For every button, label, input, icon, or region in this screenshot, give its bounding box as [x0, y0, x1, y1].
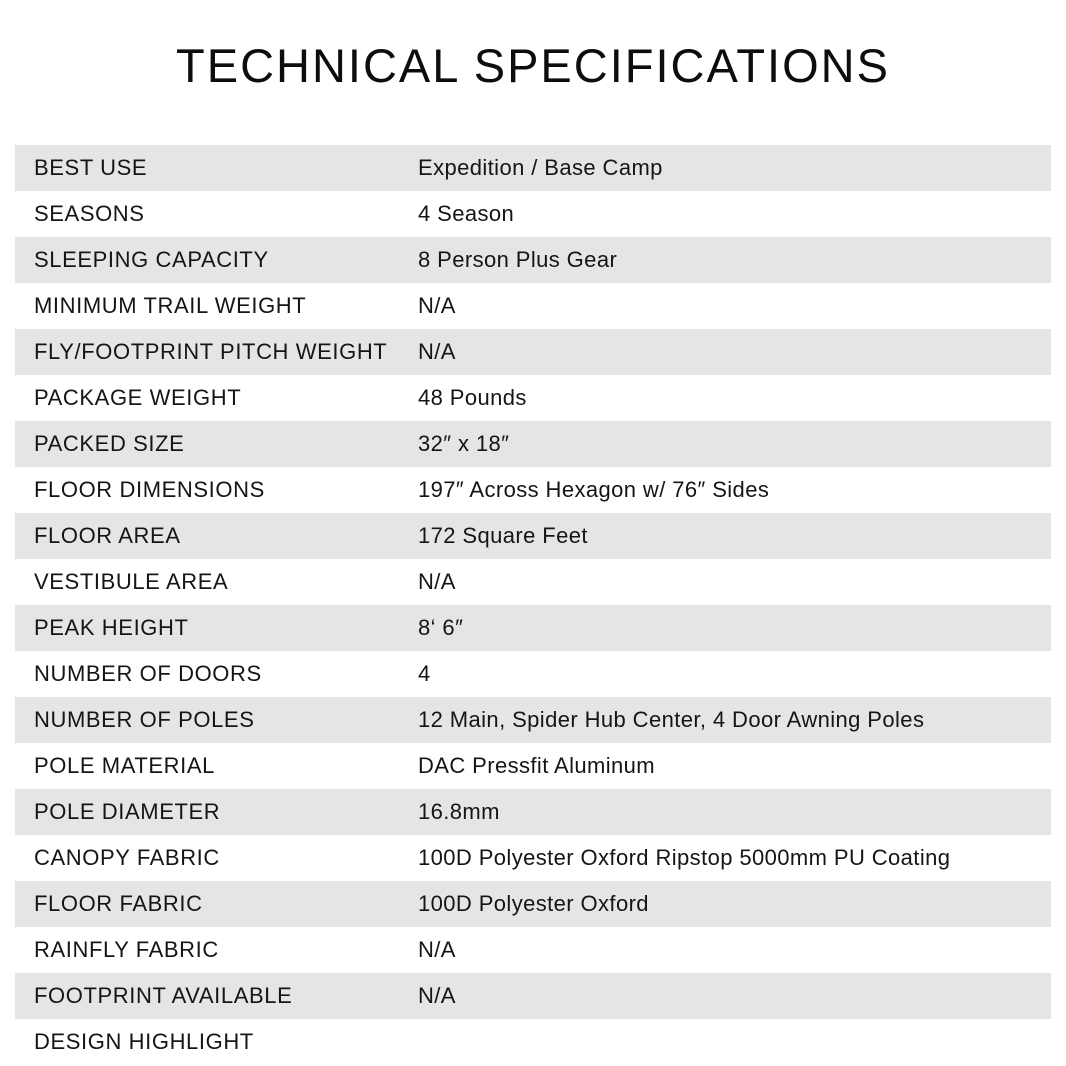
spec-value: Expedition / Base Camp [418, 155, 663, 180]
spec-label: FLOOR DIMENSIONS [34, 477, 265, 502]
spec-value: 4 Season [418, 201, 515, 226]
spec-row-canopy-fabric [15, 835, 1051, 881]
spec-row-vestibule-area [15, 559, 1051, 605]
spec-label: FLOOR FABRIC [34, 891, 203, 916]
spec-row-floor-area [15, 513, 1051, 559]
spec-row-peak-height [15, 605, 1051, 651]
spec-row-seasons [15, 191, 1051, 237]
spec-label: PACKAGE WEIGHT [34, 385, 242, 410]
spec-value: 172 Square Feet [418, 523, 588, 548]
spec-label: DESIGN HIGHLIGHT [34, 1029, 254, 1054]
spec-value: 100D Polyester Oxford [418, 891, 649, 916]
spec-row-best-use [15, 145, 1051, 191]
spec-row-number-of-doors [15, 651, 1051, 697]
spec-value: 8 Person Plus Gear [418, 247, 618, 272]
spec-label: FLOOR AREA [34, 523, 181, 548]
spec-label: MINIMUM TRAIL WEIGHT [34, 293, 307, 318]
page-title: TECHNICAL SPECIFICATIONS [176, 39, 890, 92]
spec-label: FLY/FOOTPRINT PITCH WEIGHT [34, 339, 388, 364]
spec-label: SEASONS [34, 201, 145, 226]
spec-label: NUMBER OF POLES [34, 707, 255, 732]
spec-row-package-weight [15, 375, 1051, 421]
spec-value: 16.8mm [418, 799, 500, 824]
spec-label: CANOPY FABRIC [34, 845, 220, 870]
spec-value: N/A [418, 339, 456, 364]
spec-row-number-of-poles [15, 697, 1051, 743]
spec-value: 12 Main, Spider Hub Center, 4 Door Awning Poles [418, 707, 925, 732]
spec-row-packed-size [15, 421, 1051, 467]
spec-row-footprint-available [15, 973, 1051, 1019]
spec-label: SLEEPING CAPACITY [34, 247, 269, 272]
spec-label: RAINFLY FABRIC [34, 937, 219, 962]
spec-value: N/A [418, 937, 456, 962]
spec-label: NUMBER OF DOORS [34, 661, 262, 686]
spec-label: POLE DIAMETER [34, 799, 221, 824]
spec-label: VESTIBULE AREA [34, 569, 229, 594]
spec-row-pole-diameter [15, 789, 1051, 835]
spec-value: N/A [418, 569, 456, 594]
spec-label: PEAK HEIGHT [34, 615, 189, 640]
spec-value: N/A [418, 983, 456, 1008]
spec-row-design-highlight [15, 1019, 1051, 1065]
spec-label: BEST USE [34, 155, 148, 180]
spec-value: 48 Pounds [418, 385, 527, 410]
spec-label: FOOTPRINT AVAILABLE [34, 983, 293, 1008]
spec-row-floor-dimensions [15, 467, 1051, 513]
spec-value: 4 [418, 661, 431, 686]
spec-row-fly-footprint-pitch-weight [15, 329, 1051, 375]
spec-row-rainfly-fabric [15, 927, 1051, 973]
spec-value: N/A [418, 293, 456, 318]
spec-value: 8‘ 6″ [418, 615, 464, 640]
spec-label: POLE MATERIAL [34, 753, 215, 778]
spec-row-minimum-trail-weight [15, 283, 1051, 329]
spec-label: PACKED SIZE [34, 431, 185, 456]
spec-value: DAC Pressfit Aluminum [418, 753, 656, 778]
spec-value: 100D Polyester Oxford Ripstop 5000mm PU Coating [418, 845, 951, 870]
spec-row-pole-material [15, 743, 1051, 789]
spec-value: 32″ x 18″ [418, 431, 510, 456]
spec-value: 197″ Across Hexagon w/ 76″ Sides [418, 477, 770, 502]
spec-row-floor-fabric [15, 881, 1051, 927]
spec-row-sleeping-capacity [15, 237, 1051, 283]
spec-table [15, 145, 1051, 1065]
